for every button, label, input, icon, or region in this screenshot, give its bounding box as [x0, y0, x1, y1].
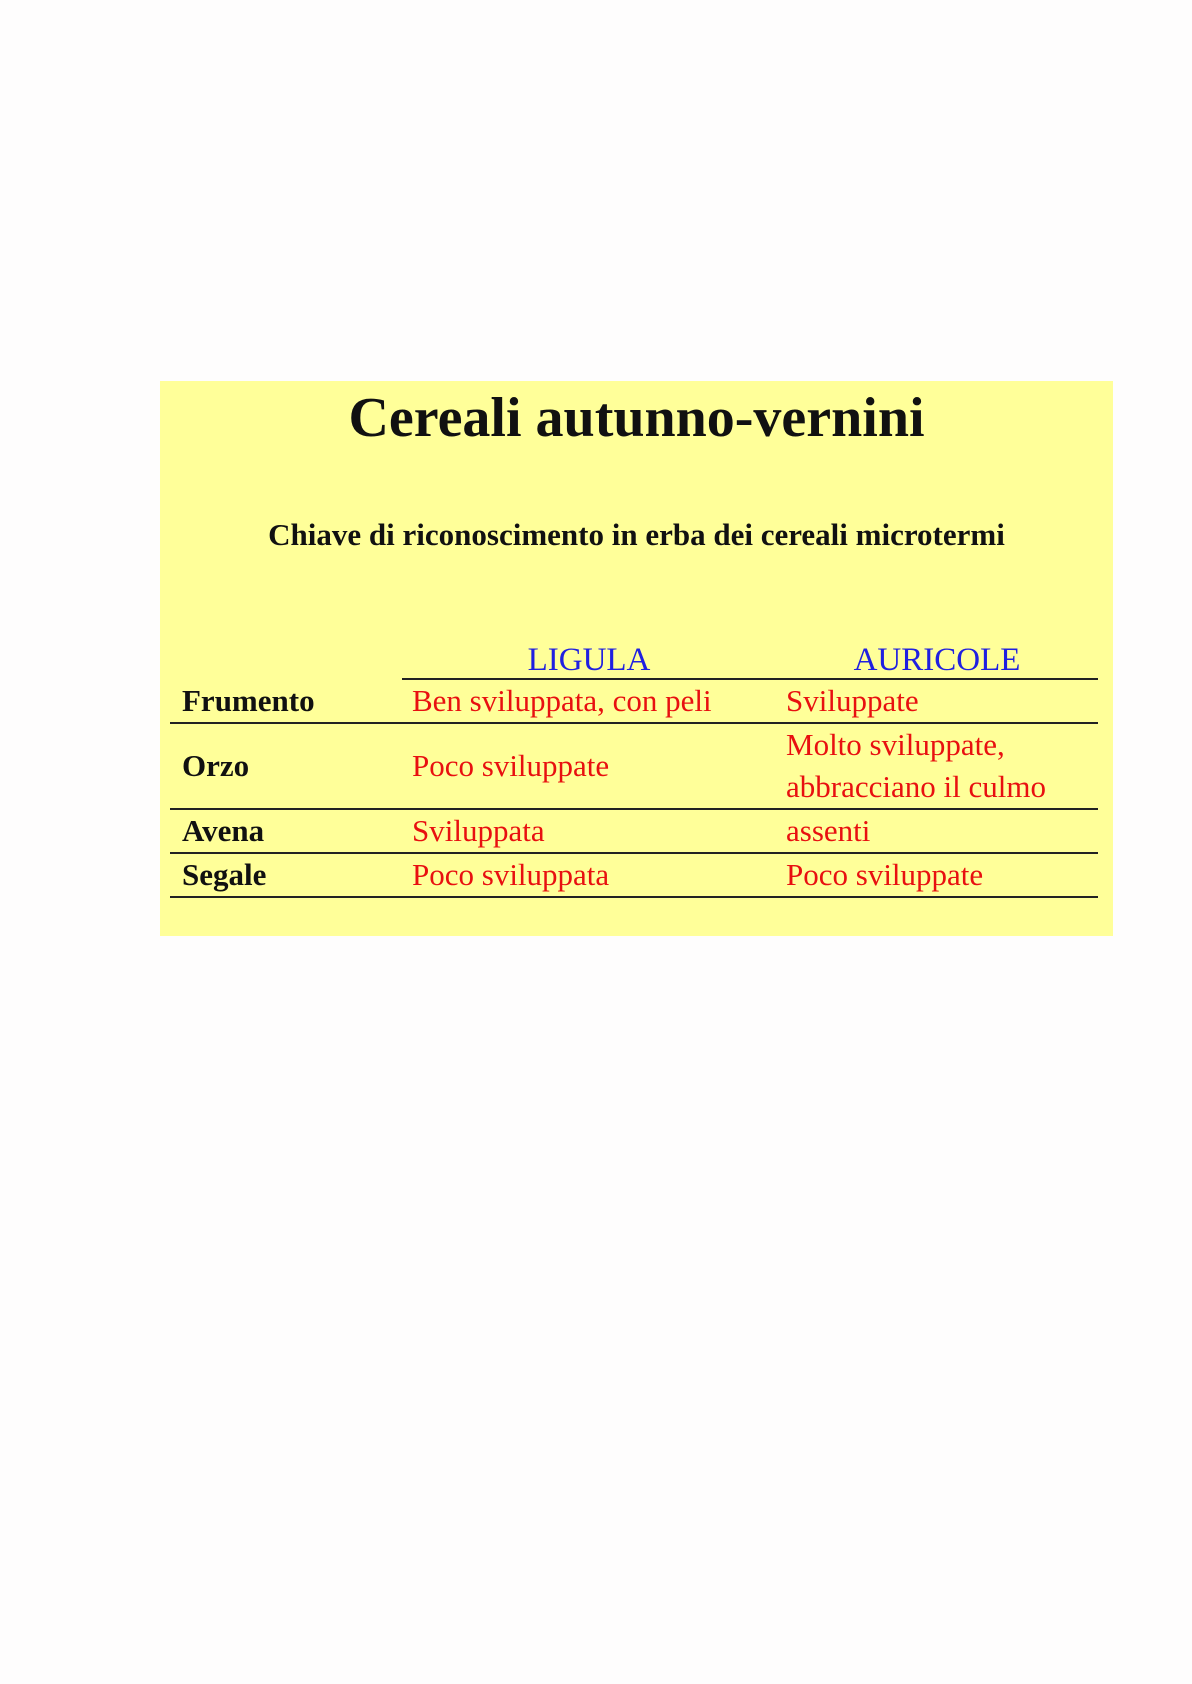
- auricole-cell: Molto sviluppate, abbracciano il culmo: [786, 727, 1046, 804]
- column-header-auricole: AURICOLE: [853, 642, 1021, 678]
- slide: [160, 381, 1113, 936]
- auricole-cell: assenti: [786, 813, 871, 848]
- slide-subtitle: Chiave di riconoscimento in erba dei cereali microtermi: [268, 517, 1005, 552]
- ligula-cell: Ben sviluppata, con peli: [412, 683, 712, 718]
- ligula-cell: Poco sviluppate: [412, 748, 610, 783]
- table-row-orzo: [170, 724, 1098, 810]
- row-label: Avena: [182, 813, 265, 848]
- table-row-avena: [170, 810, 1098, 854]
- table-row-frumento: [170, 680, 1098, 724]
- table-header-row: [170, 634, 1098, 680]
- table-row-segale: [170, 854, 1098, 898]
- column-header-ligula: LIGULA: [527, 642, 651, 678]
- row-label: Frumento: [182, 683, 315, 718]
- slide-title: Cereali autunno-vernini: [348, 387, 925, 449]
- auricole-cell: Sviluppate: [786, 683, 919, 718]
- ligula-cell: Sviluppata: [412, 813, 545, 848]
- row-label: Orzo: [182, 748, 250, 783]
- row-label: Segale: [182, 857, 267, 892]
- ligula-cell: Poco sviluppata: [412, 857, 610, 892]
- recognition-key-table: [170, 634, 1098, 898]
- auricole-cell: Poco sviluppate: [786, 857, 984, 892]
